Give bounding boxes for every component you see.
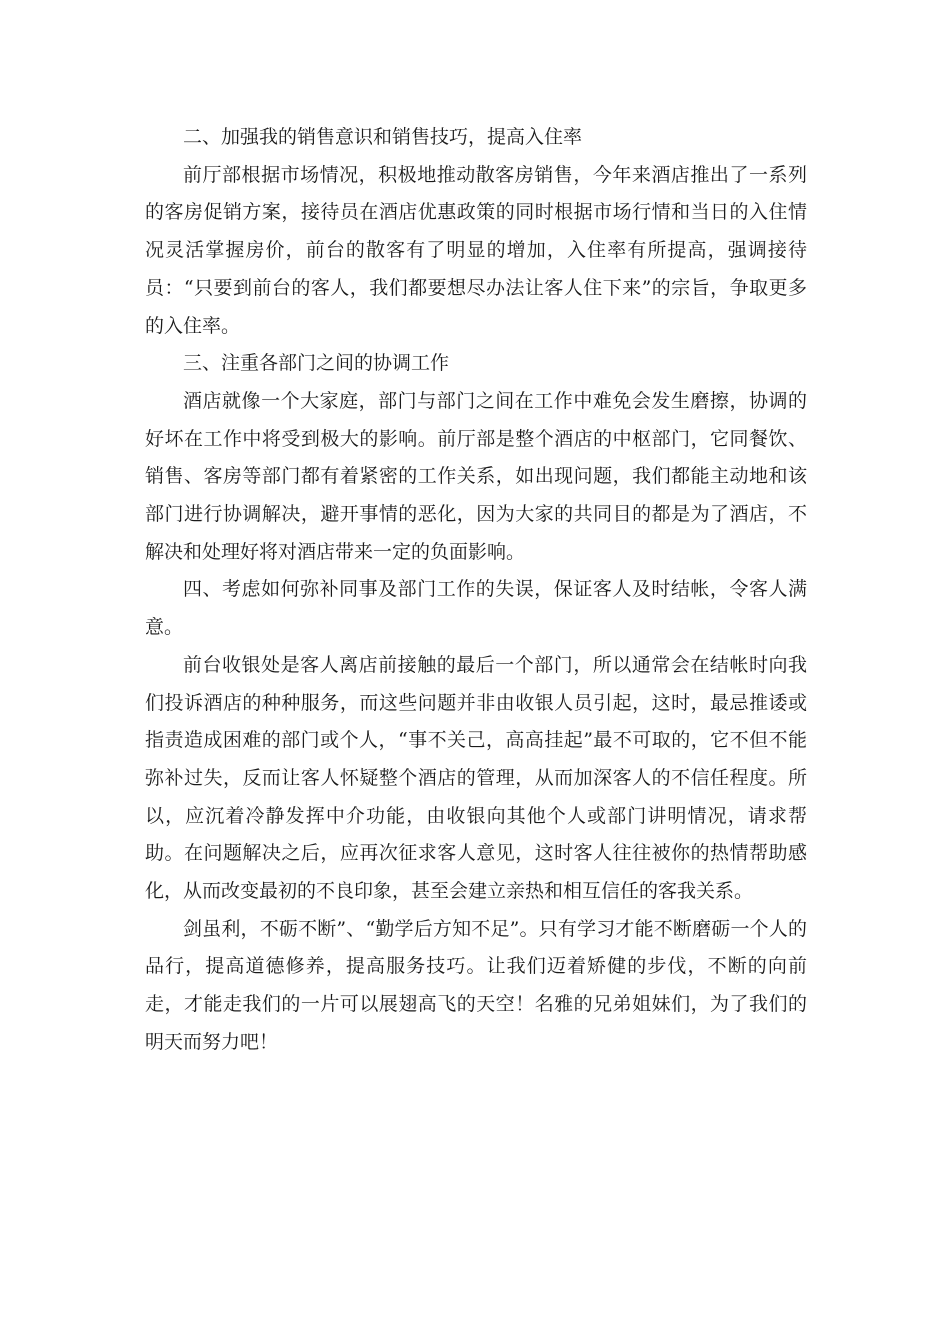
section-heading-sales: 二、加强我的销售意识和销售技巧，提高入住率 bbox=[183, 126, 583, 148]
paragraph-checkout: 前台收银处是客人离店前接触的最后一个部门，所以通常会在结帐时向我们投诉酒店的种种服务，而这些问题并非由收银人员引起，这时，最忌推诿或指责造成困难的部门或个人，“事不关己，高高挂起”最不可取的，它不但不能弥补过失，反而让客人怀疑整个酒店的管理，从而加深客人的不信任程度。所以，应沉着冷静发挥中介功能，由收银向其他个人或部门讲明情况，请求帮助。在问题解决之后，应再次征求客人意见，这时客人往往被你的热情帮助感化，从而改变最初的不良印象，甚至会建立亲热和相互信任的客我关系。 bbox=[145, 653, 807, 903]
paragraph-closing: 剑虽利，不砺不断”、“勤学后方知不足”。只有学习才能不断磨砺一个人的品行，提高道德修养，提高服务技巧。让我们迈着矫健的步伐，不断的向前走，才能走我们的一片可以展翅高飞的天空！名雅的兄弟姐妹们，为了我们的明天而努力吧！ bbox=[145, 917, 807, 1053]
section-heading-checkout: 四、考虑如何弥补同事及部门工作的失误，保证客人及时结帐，令客人满意。 bbox=[145, 578, 807, 639]
document-body bbox=[145, 119, 807, 1062]
section-heading-coordination: 三、注重各部门之间的协调工作 bbox=[183, 352, 450, 375]
paragraph-coordination: 酒店就像一个大家庭，部门与部门之间在工作中难免会发生磨擦，协调的好坏在工作中将受到极大的影响。前厅部是整个酒店的中枢部门，它同餐饮、销售、客房等部门都有着紧密的工作关系，如出现问题，我们都能主动地和该部门进行协调解决，避开事情的恶化，因为大家的共同目的都是为了酒店，不解决和处理好将对酒店带来一定的负面影响。 bbox=[145, 389, 807, 563]
paragraph-sales: 前厅部根据市场情况，积极地推动散客房销售，今年来酒店推出了一系列的客房促销方案，接待员在酒店优惠政策的同时根据市场行情和当日的入住情况灵活掌握房价，前台的散客有了明显的增加，入住率有所提高，强调接待员：“只要到前台的客人，我们都要想尽办法让客人住下来”的宗旨，争取更多的入住率。 bbox=[145, 163, 807, 337]
